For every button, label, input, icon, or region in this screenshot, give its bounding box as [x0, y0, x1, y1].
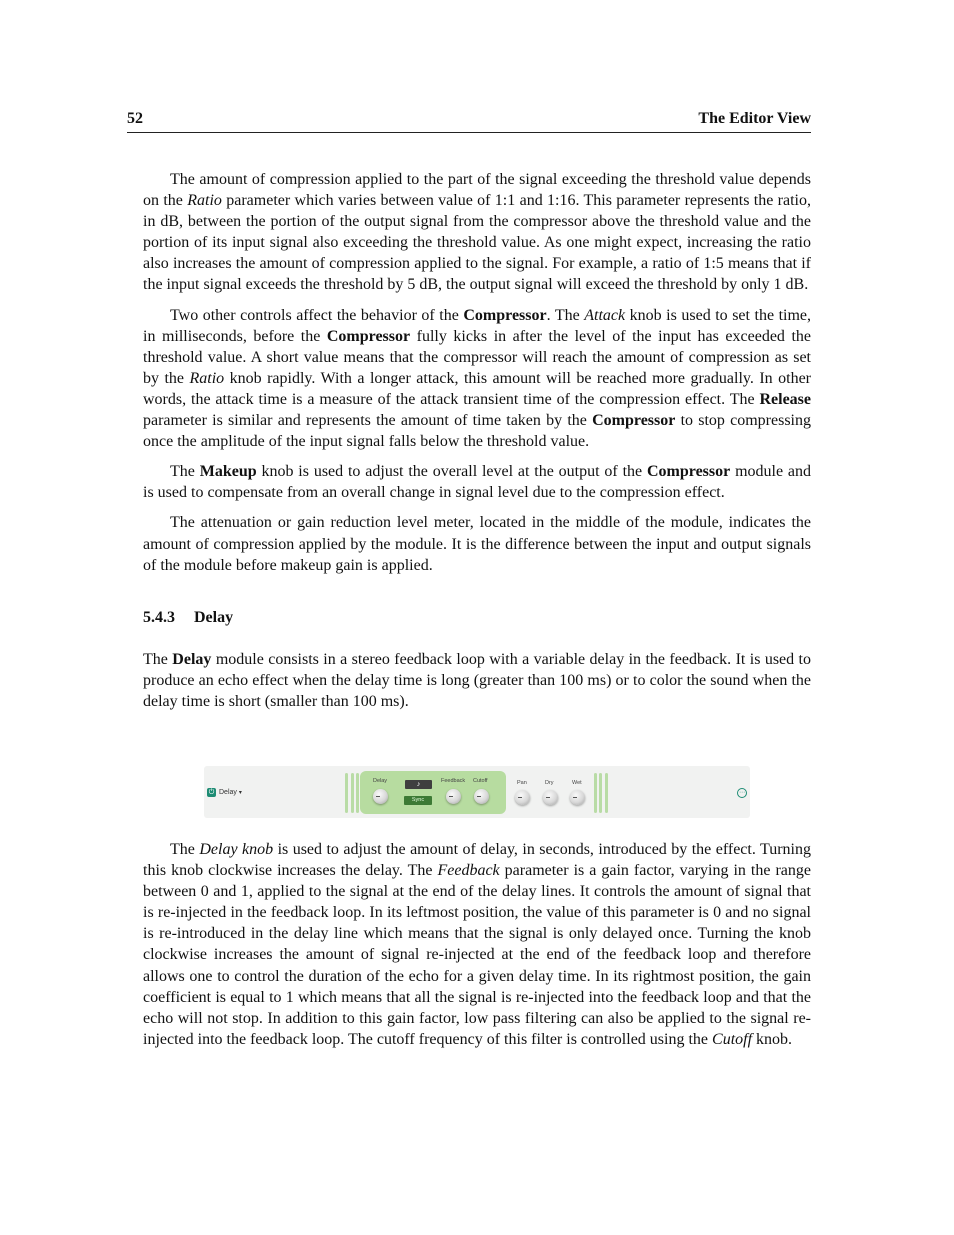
- knob-label-dry: Dry: [545, 780, 554, 786]
- text: knob is used to set the time, in milliseconds, before the: [143, 306, 812, 345]
- power-icon[interactable]: ⏻: [208, 789, 215, 796]
- term-delay-knob: Delay knob: [199, 841, 274, 858]
- knob-label-cutoff: Cutoff: [473, 778, 488, 784]
- text: parameter which varies between value of 1:1 and 1:16. This parameter represents the ratio, in dB, between the portion of the output signal from the compressor above the threshold value and the portion of its input signal also exceeding the threshold value. As one might expect, increasing the ratio also increases the amount of compression applied to the signal. For example, a ratio of 1:5 means that if the input signal exceeds the threshold by 5 dB, the output signal will exceed the threshold by only 1 dB.: [143, 192, 812, 294]
- text: module and is used to compensate from an overall change in signal level due to the compression effect.: [143, 463, 812, 502]
- text: The attenuation or gain reduction level meter, located in the middle of the module, indicates the amount of compression applied by the module. It is the difference between the input and output signals of the module before makeup gain is applied.: [143, 514, 811, 574]
- text: The: [170, 463, 200, 481]
- rail-decoration: [594, 773, 597, 813]
- text: The: [143, 650, 173, 668]
- page-body-continued: [143, 839, 811, 1059]
- chevron-down-icon: ▾: [238, 790, 242, 796]
- rail-decoration: [599, 773, 602, 813]
- term-compressor: Compressor: [326, 327, 411, 345]
- rail-decoration: [356, 773, 359, 813]
- rail-decoration: [351, 773, 354, 813]
- delay-module-figure: [204, 766, 750, 818]
- text: . The: [546, 306, 585, 324]
- paragraph-attack-release: [143, 305, 811, 453]
- text: to stop compressing once the amplitude of the input signal falls below the threshold value.: [143, 412, 811, 451]
- term-compressor: Compressor: [646, 463, 731, 481]
- paragraph-delay-knobs: [143, 839, 811, 1050]
- delay-knob[interactable]: [373, 789, 388, 804]
- knob-label-feedback: Feedback: [441, 778, 466, 784]
- term-release: Release: [759, 390, 811, 408]
- text: knob.: [752, 1030, 793, 1048]
- chapter-title: The Editor View: [698, 110, 811, 127]
- paragraph-meter: [143, 512, 811, 575]
- term-ratio: Ratio: [187, 192, 222, 210]
- text: parameter is similar and represents the amount of time taken by the: [143, 412, 593, 430]
- text: fully kicks in after the level of the input has exceeded the threshold value. A short value means that the compressor will reach the amount of compression as set by the: [143, 327, 812, 387]
- rail-decoration: [345, 773, 348, 813]
- term-makeup: Makeup: [199, 463, 257, 481]
- term-ratio: Ratio: [189, 369, 225, 387]
- sync-button[interactable]: Sync: [404, 796, 432, 805]
- section-heading: [143, 607, 811, 629]
- term-delay: Delay: [172, 650, 212, 668]
- module-name: Delay: [219, 789, 237, 796]
- paragraph-ratio: [143, 169, 811, 296]
- knob-label-delay: Delay: [373, 778, 388, 784]
- page-header: [127, 108, 811, 133]
- text: module consists in a stereo feedback loop with a variable delay in the feedback. It is used to produce an echo effect when the delay time is long (greater than 100 ms) or to color the sound when the delay time is short (smaller than 100 ms).: [143, 650, 812, 710]
- paragraph-delay-intro: [143, 649, 811, 712]
- term-attack: Attack: [584, 306, 626, 324]
- text: Two other controls affect the behavior of the: [170, 306, 464, 324]
- section-number: 5.4.3: [143, 608, 175, 626]
- term-compressor: Compressor: [463, 306, 547, 324]
- rail-decoration: [605, 773, 608, 813]
- pan-knob[interactable]: [515, 790, 530, 805]
- knob-label-pan: Pan: [517, 780, 527, 786]
- text: parameter is a gain factor, varying in the range between 0 and 1, applied to the signal at the end of the delay lines. It controls the amount of signal that is re-injected in the feedback loop. In its leftmost position, the value of this parameter is 0 and no signal is re-introduced in the delay line which means that the signal is only delayed once. Turning the knob clockwise increases the amount of signal re-injected at the end of the feedback loop and therefore allows one to control the duration of the echo for a given delay time. In its rightmost position, the gain coefficient is equal to 1 which means that all the signal is re-injected into the feedback loop and that the echo will not stop. In addition to this gain factor, low pass filtering can also be applied to the signal re-injected into the feedback loop. The cutoff frequency of this filter is controlled using the: [143, 862, 811, 1048]
- term-cutoff: Cutoff: [712, 1030, 753, 1048]
- section-title: Delay: [194, 608, 234, 626]
- page-number: 52: [127, 110, 143, 127]
- knob-label-wet: Wet: [572, 780, 582, 786]
- module-selector[interactable]: [219, 788, 242, 798]
- text: The amount of compression applied to the part of the signal exceeding the threshold value depends on the: [143, 171, 811, 210]
- note-icon[interactable]: ♪: [405, 780, 432, 789]
- text: The: [170, 841, 200, 858]
- text: is used to adjust the amount of delay, in seconds, introduced by the effect. Turning this knob clockwise increases the delay. The: [143, 841, 811, 880]
- text: knob rapidly. With a longer attack, this amount will be reached more gradually. In other words, the attack time is a measure of the attack transient time of the compression effect. The: [143, 369, 811, 408]
- term-feedback: Feedback: [437, 862, 500, 880]
- feedback-knob[interactable]: [446, 789, 461, 804]
- more-options-icon[interactable]: ⋯: [739, 790, 745, 796]
- dry-knob[interactable]: [543, 790, 558, 805]
- page-body: [143, 169, 811, 721]
- text: knob is used to adjust the overall level at the output of the: [256, 463, 647, 481]
- paragraph-makeup: [143, 461, 811, 503]
- cutoff-knob[interactable]: [474, 789, 489, 804]
- term-compressor: Compressor: [592, 412, 676, 430]
- wet-knob[interactable]: [570, 790, 585, 805]
